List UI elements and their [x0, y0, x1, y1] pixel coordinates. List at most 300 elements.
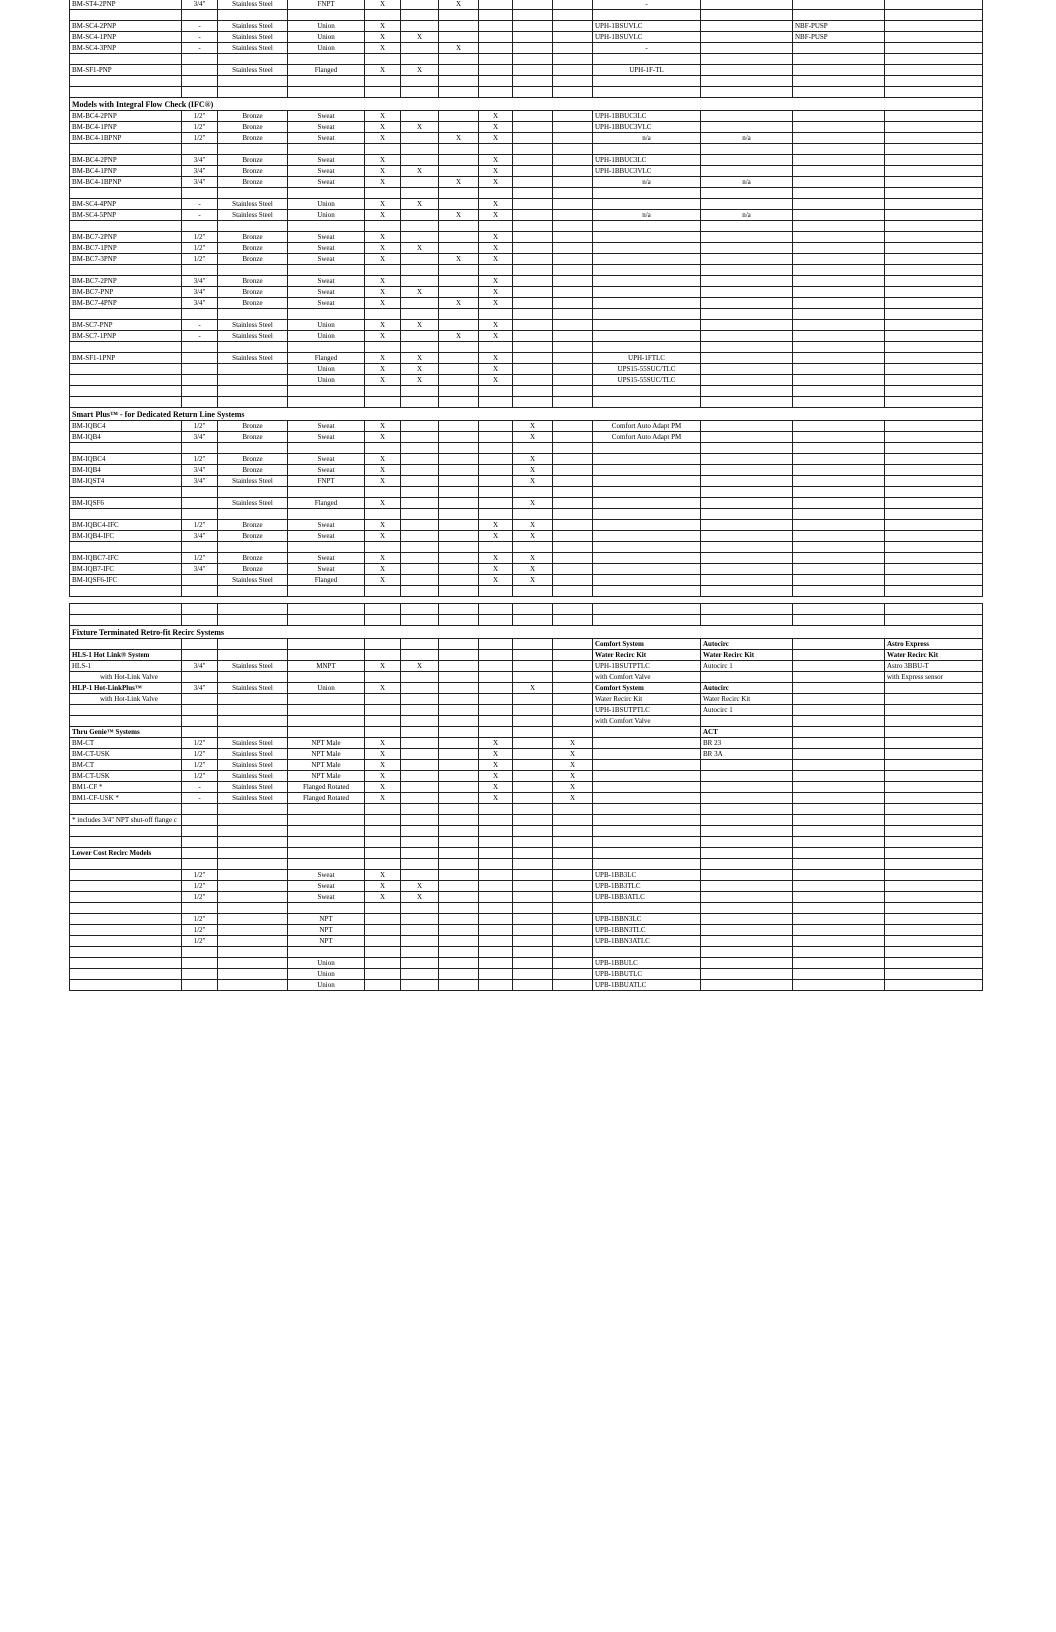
table-cell: [701, 520, 793, 531]
table-cell: [218, 364, 288, 375]
table-cell: -: [182, 199, 218, 210]
table-cell: [793, 694, 885, 705]
table-cell: Stainless Steel: [218, 331, 288, 342]
table-cell: Stainless Steel: [218, 760, 288, 771]
model-cell: BM-CT: [70, 738, 182, 749]
empty-cell: [218, 947, 288, 958]
table-cell: X: [479, 111, 513, 122]
table-cell: [479, 683, 513, 694]
table-cell: [365, 980, 401, 991]
table-cell: [553, 531, 593, 542]
table-cell: X: [479, 199, 513, 210]
table-cell: [793, 958, 885, 969]
table-cell: X: [439, 331, 479, 342]
model-cell: [70, 958, 182, 969]
empty-cell: [885, 443, 983, 454]
table-cell: [793, 727, 885, 738]
empty-cell: [439, 144, 479, 155]
empty-cell: [593, 837, 701, 848]
table-cell: [885, 65, 983, 76]
empty-cell: [885, 342, 983, 353]
empty-cell: [288, 615, 365, 626]
table-cell: [793, 716, 885, 727]
table-cell: [401, 0, 439, 10]
table-cell: [701, 980, 793, 991]
empty-cell: [288, 309, 365, 320]
empty-cell: [439, 586, 479, 597]
table-cell: [401, 694, 439, 705]
table-cell: [553, 958, 593, 969]
empty-cell: [553, 859, 593, 870]
model-cell: BM-SC4-3PNP: [70, 43, 182, 54]
table-cell: 3/4": [182, 166, 218, 177]
empty-cell: [218, 265, 288, 276]
table-cell: [513, 21, 553, 32]
table-row: [70, 155, 983, 166]
table-cell: [553, 639, 593, 650]
table-cell: [885, 375, 983, 386]
table-cell: [793, 243, 885, 254]
table-cell: [885, 892, 983, 903]
table-cell: X: [513, 498, 553, 509]
empty-cell: [365, 947, 401, 958]
table-row: [70, 454, 983, 465]
empty-cell: [553, 309, 593, 320]
table-row: [70, 705, 983, 716]
table-cell: [401, 650, 439, 661]
table-cell: [793, 432, 885, 443]
blank-row: [70, 947, 983, 958]
table-cell: Bronze: [218, 465, 288, 476]
table-cell: [593, 848, 701, 859]
table-cell: [513, 914, 553, 925]
empty-cell: [513, 586, 553, 597]
table-cell: [593, 727, 701, 738]
table-cell: 1/2": [182, 254, 218, 265]
table-cell: [439, 870, 479, 881]
table-row: [70, 870, 983, 881]
model-cell: BM1-CF *: [70, 782, 182, 793]
empty-cell: [885, 87, 983, 98]
table-cell: X: [479, 531, 513, 542]
table-cell: X: [479, 287, 513, 298]
table-cell: X: [365, 155, 401, 166]
table-cell: [885, 199, 983, 210]
table-cell: [593, 243, 701, 254]
table-cell: [513, 727, 553, 738]
empty-cell: [479, 443, 513, 454]
table-cell: [793, 320, 885, 331]
table-cell: [218, 672, 288, 683]
empty-cell: [553, 54, 593, 65]
table-row: [70, 969, 983, 980]
table-row: [70, 936, 983, 947]
empty-cell: [479, 837, 513, 848]
table-cell: [701, 892, 793, 903]
table-cell: [885, 760, 983, 771]
empty-cell: [479, 397, 513, 408]
table-cell: [701, 815, 793, 826]
model-cell: [70, 705, 182, 716]
table-body: [70, 0, 983, 991]
table-cell: [553, 553, 593, 564]
table-cell: [701, 914, 793, 925]
table-cell: [553, 454, 593, 465]
empty-cell: [218, 10, 288, 21]
table-cell: [439, 432, 479, 443]
table-cell: Stainless Steel: [218, 43, 288, 54]
table-cell: [793, 683, 885, 694]
model-cell: BM-BC4-1BPNP: [70, 177, 182, 188]
empty-cell: [479, 947, 513, 958]
table-cell: X: [365, 760, 401, 771]
table-cell: [401, 848, 439, 859]
table-row: [70, 43, 983, 54]
table-cell: [793, 771, 885, 782]
table-cell: X: [365, 553, 401, 564]
table-cell: [553, 122, 593, 133]
empty-cell: [439, 397, 479, 408]
empty-cell: [70, 221, 182, 232]
empty-cell: [182, 542, 218, 553]
table-cell: X: [365, 298, 401, 309]
table-cell: [793, 936, 885, 947]
table-cell: [479, 914, 513, 925]
empty-cell: [182, 87, 218, 98]
table-cell: [553, 716, 593, 727]
empty-cell: [365, 54, 401, 65]
table-cell: X: [553, 760, 593, 771]
table-cell: [793, 122, 885, 133]
table-cell: [793, 331, 885, 342]
empty-cell: [288, 604, 365, 615]
table-cell: [885, 243, 983, 254]
table-cell: 1/2": [182, 760, 218, 771]
table-cell: [793, 575, 885, 586]
table-cell: [885, 465, 983, 476]
table-cell: [701, 793, 793, 804]
table-cell: [439, 727, 479, 738]
table-cell: [182, 694, 218, 705]
empty-cell: [288, 443, 365, 454]
table-cell: [401, 177, 439, 188]
model-cell: BM-ST4-2PNP: [70, 0, 182, 10]
table-cell: [479, 958, 513, 969]
table-row: [70, 716, 983, 727]
table-cell: Bronze: [218, 520, 288, 531]
blank-row: [70, 487, 983, 498]
empty-cell: [439, 604, 479, 615]
table-cell: [513, 331, 553, 342]
table-cell: [553, 210, 593, 221]
empty-cell: [593, 10, 701, 21]
empty-cell: [70, 188, 182, 199]
table-cell: Autocirc 1: [701, 661, 793, 672]
table-cell: [479, 32, 513, 43]
table-cell: Flanged Rotated: [288, 793, 365, 804]
empty-cell: [885, 144, 983, 155]
empty-cell: [701, 386, 793, 397]
model-cell: HLS-1: [70, 661, 182, 672]
table-cell: Sweat: [288, 881, 365, 892]
table-cell: [288, 672, 365, 683]
table-cell: [885, 782, 983, 793]
table-cell: [885, 716, 983, 727]
table-cell: ACT: [701, 727, 793, 738]
table-cell: [439, 782, 479, 793]
empty-cell: [439, 10, 479, 21]
empty-cell: [701, 826, 793, 837]
table-cell: [885, 936, 983, 947]
table-cell: [885, 353, 983, 364]
table-cell: [513, 793, 553, 804]
table-cell: [479, 727, 513, 738]
table-cell: Flanged: [288, 498, 365, 509]
empty-cell: [218, 604, 288, 615]
empty-cell: [70, 386, 182, 397]
table-cell: 1/2": [182, 232, 218, 243]
empty-cell: [439, 54, 479, 65]
empty-cell: [513, 54, 553, 65]
table-cell: [513, 199, 553, 210]
empty-cell: [182, 10, 218, 21]
empty-cell: [439, 342, 479, 353]
table-cell: [885, 531, 983, 542]
table-row: [70, 564, 983, 575]
table-row: [70, 476, 983, 487]
empty-cell: [513, 188, 553, 199]
model-cell: BM-SC4-5PNP: [70, 210, 182, 221]
empty-cell: [553, 443, 593, 454]
table-cell: [885, 958, 983, 969]
model-cell: BM-BC7-3PNP: [70, 254, 182, 265]
table-cell: [793, 914, 885, 925]
table-cell: [513, 155, 553, 166]
table-cell: [365, 958, 401, 969]
table-cell: [793, 177, 885, 188]
table-cell: [479, 672, 513, 683]
table-cell: FNPT: [288, 0, 365, 10]
empty-cell: [793, 509, 885, 520]
table-cell: Stainless Steel: [218, 199, 288, 210]
table-cell: [479, 925, 513, 936]
empty-cell: [401, 903, 439, 914]
table-cell: X: [365, 21, 401, 32]
table-cell: [401, 210, 439, 221]
empty-cell: [218, 837, 288, 848]
table-cell: [793, 738, 885, 749]
model-cell: HLS-1 Hot Link® System: [70, 650, 182, 661]
table-cell: [793, 364, 885, 375]
table-cell: [218, 727, 288, 738]
table-cell: [553, 432, 593, 443]
table-cell: UPH-1BSUVLC: [593, 21, 701, 32]
empty-cell: [553, 397, 593, 408]
empty-cell: [218, 487, 288, 498]
table-cell: [182, 727, 218, 738]
table-cell: [365, 848, 401, 859]
empty-cell: [288, 509, 365, 520]
empty-cell: [439, 221, 479, 232]
empty-cell: [401, 309, 439, 320]
table-cell: [553, 353, 593, 364]
table-cell: [553, 498, 593, 509]
empty-cell: [70, 10, 182, 21]
table-cell: 1/2": [182, 122, 218, 133]
table-cell: [885, 564, 983, 575]
table-cell: [513, 122, 553, 133]
table-cell: 3/4": [182, 476, 218, 487]
table-cell: Stainless Steel: [218, 32, 288, 43]
empty-cell: [401, 397, 439, 408]
empty-cell: [553, 342, 593, 353]
table-cell: [701, 936, 793, 947]
empty-cell: [553, 604, 593, 615]
table-cell: [885, 498, 983, 509]
table-cell: [701, 331, 793, 342]
table-cell: [513, 254, 553, 265]
table-cell: [513, 364, 553, 375]
empty-cell: [479, 144, 513, 155]
table-cell: [701, 564, 793, 575]
table-cell: [365, 716, 401, 727]
table-cell: [553, 276, 593, 287]
table-cell: [401, 575, 439, 586]
empty-cell: [885, 837, 983, 848]
empty-cell: [701, 487, 793, 498]
empty-cell: [793, 342, 885, 353]
table-cell: [793, 353, 885, 364]
table-row: [70, 683, 983, 694]
table-cell: Sweat: [288, 564, 365, 575]
table-row: [70, 782, 983, 793]
table-cell: [513, 782, 553, 793]
empty-cell: [365, 542, 401, 553]
empty-cell: [439, 542, 479, 553]
table-cell: [593, 575, 701, 586]
table-cell: UPH-1FTLC: [593, 353, 701, 364]
empty-cell: [479, 265, 513, 276]
table-cell: [401, 683, 439, 694]
table-cell: Comfort Auto Adapt PM: [593, 432, 701, 443]
table-cell: [885, 111, 983, 122]
empty-cell: [885, 487, 983, 498]
table-cell: Sweat: [288, 520, 365, 531]
table-cell: [513, 738, 553, 749]
empty-cell: [479, 87, 513, 98]
table-cell: [218, 969, 288, 980]
table-cell: X: [479, 564, 513, 575]
empty-cell: [288, 487, 365, 498]
table-cell: UPH-1BBUC3VLC: [593, 166, 701, 177]
table-cell: [479, 892, 513, 903]
table-cell: [553, 892, 593, 903]
table-cell: [885, 320, 983, 331]
table-cell: [218, 815, 288, 826]
empty-cell: [401, 10, 439, 21]
table-cell: [701, 421, 793, 432]
table-cell: Bronze: [218, 454, 288, 465]
table-cell: [553, 133, 593, 144]
empty-cell: [513, 10, 553, 21]
table-cell: [793, 848, 885, 859]
table-row: [70, 553, 983, 564]
table-cell: X: [365, 166, 401, 177]
table-cell: Water Recirc Kit: [701, 650, 793, 661]
table-cell: [218, 694, 288, 705]
table-cell: NPT: [288, 925, 365, 936]
empty-cell: [365, 615, 401, 626]
table-cell: Sweat: [288, 133, 365, 144]
table-cell: [885, 155, 983, 166]
model-cell: BM-SF1-PNP: [70, 65, 182, 76]
empty-cell: [182, 903, 218, 914]
table-cell: [401, 254, 439, 265]
empty-cell: [479, 804, 513, 815]
table-cell: [885, 520, 983, 531]
empty-cell: [479, 309, 513, 320]
table-cell: [182, 672, 218, 683]
table-cell: X: [401, 661, 439, 672]
table-cell: UPH-1BBUC3LC: [593, 155, 701, 166]
table-cell: [593, 454, 701, 465]
table-cell: [513, 749, 553, 760]
table-cell: [885, 122, 983, 133]
table-cell: [701, 531, 793, 542]
empty-cell: [593, 265, 701, 276]
table-cell: [701, 122, 793, 133]
table-cell: [288, 848, 365, 859]
table-cell: Sweat: [288, 892, 365, 903]
table-cell: [365, 936, 401, 947]
empty-cell: [182, 837, 218, 848]
table-cell: 3/4": [182, 0, 218, 10]
table-cell: X: [365, 738, 401, 749]
table-cell: 3/4": [182, 564, 218, 575]
table-cell: [401, 298, 439, 309]
table-cell: [701, 375, 793, 386]
table-cell: [885, 870, 983, 881]
table-cell: X: [401, 243, 439, 254]
model-cell: BM-IQB4: [70, 432, 182, 443]
table-cell: [553, 694, 593, 705]
table-cell: [513, 892, 553, 903]
table-cell: [218, 716, 288, 727]
table-cell: [701, 498, 793, 509]
empty-cell: [365, 386, 401, 397]
table-cell: X: [365, 177, 401, 188]
table-cell: Stainless Steel: [218, 661, 288, 672]
table-cell: [593, 199, 701, 210]
empty-cell: [70, 397, 182, 408]
empty-cell: [701, 509, 793, 520]
empty-cell: [885, 309, 983, 320]
empty-cell: [513, 804, 553, 815]
table-cell: Water Recirc Kit: [593, 694, 701, 705]
table-cell: [401, 276, 439, 287]
table-cell: NBF-PUSP: [793, 32, 885, 43]
table-cell: [793, 0, 885, 10]
table-cell: [401, 738, 439, 749]
empty-cell: [439, 188, 479, 199]
table-cell: -: [182, 320, 218, 331]
table-cell: UPB-1BBUATLC: [593, 980, 701, 991]
table-cell: [365, 705, 401, 716]
table-cell: [479, 936, 513, 947]
table-cell: 3/4": [182, 298, 218, 309]
table-cell: X: [513, 553, 553, 564]
table-cell: [793, 375, 885, 386]
